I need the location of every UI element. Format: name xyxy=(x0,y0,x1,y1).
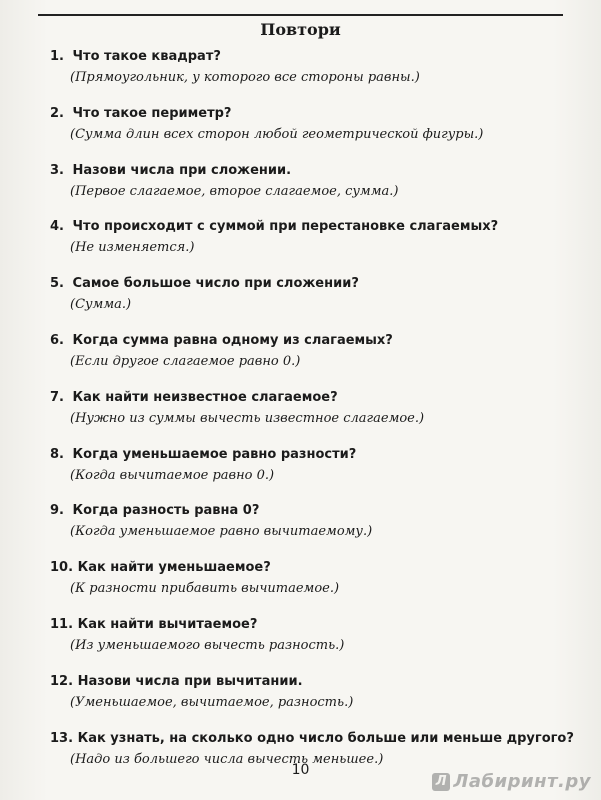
answer-text: (К разности прибавить вычитаемое.) xyxy=(70,581,340,597)
answer-text: (Прямоугольник, у которого все стороны равны.) xyxy=(70,70,420,85)
question xyxy=(50,616,570,634)
answer-text: (Нужно из суммы вычесть известное слагаемое.) xyxy=(70,410,425,426)
question-number: 5. xyxy=(50,276,64,292)
question-text: Что такое квадрат? xyxy=(72,49,221,64)
question xyxy=(50,218,570,236)
question-number: 3. xyxy=(50,162,64,178)
question-text: Как найти вычитаемое? xyxy=(77,616,258,632)
answer-text: (Не изменяется.) xyxy=(70,240,195,256)
question-text: Назови числа при вычитании. xyxy=(77,673,303,689)
question-text: Как найти уменьшаемое? xyxy=(77,560,271,576)
question-text: Самое большое число при сложении? xyxy=(72,276,359,292)
question-item xyxy=(50,105,570,162)
question xyxy=(50,162,570,180)
question xyxy=(50,730,574,748)
question-number: 11. xyxy=(50,616,74,632)
question-item xyxy=(50,502,570,559)
question-number: 12. xyxy=(50,673,74,689)
question-number: 7. xyxy=(50,389,64,405)
watermark-text: Лабиринт.ру xyxy=(453,771,591,792)
question-number: 4. xyxy=(50,219,64,235)
question-text: Что происходит с суммой при перестановке слагаемых? xyxy=(72,219,499,235)
question-item xyxy=(50,389,570,446)
question-text: Когда разность равна 0? xyxy=(72,503,260,519)
question xyxy=(50,446,570,464)
page-title: Повтори xyxy=(260,20,341,39)
question-number: 2. xyxy=(50,105,64,121)
question-number: 6. xyxy=(50,332,64,348)
question xyxy=(50,332,570,350)
question-item xyxy=(50,559,570,616)
question-number: 9. xyxy=(50,503,64,519)
question-text: Назови числа при сложении. xyxy=(72,162,292,178)
question-text: Как узнать, на сколько одно число больше или меньше другого? xyxy=(77,730,574,746)
question-number: 13. xyxy=(50,730,74,746)
answer-text: (Уменьшаемое, вычитаемое, разность.) xyxy=(70,694,354,710)
question xyxy=(50,673,570,691)
question-text: Как найти неизвестное слагаемое? xyxy=(72,389,338,405)
question-number: 1. xyxy=(50,49,64,64)
answer-text: (Из уменьшаемого вычесть разность.) xyxy=(70,637,345,653)
answer-text: (Первое слагаемое, второе слагаемое, сумма.) xyxy=(70,183,399,199)
question-item xyxy=(50,616,570,673)
question xyxy=(50,389,570,407)
answer-text: (Сумма длин всех сторон любой геометрической фигуры.) xyxy=(70,126,484,142)
watermark xyxy=(432,771,591,792)
question xyxy=(50,105,570,123)
watermark-logo-icon: Л xyxy=(432,773,450,791)
question-item xyxy=(50,446,570,503)
question-item xyxy=(50,162,570,219)
question xyxy=(50,48,570,66)
question-number: 10. xyxy=(50,560,74,576)
answer-text: (Надо из большего числа вычесть меньшее.) xyxy=(70,751,384,767)
answer-text: (Если другое слагаемое равно 0.) xyxy=(70,353,301,369)
page-number: 10 xyxy=(291,762,310,778)
question-text: Что такое периметр? xyxy=(72,105,232,121)
question-text: Когда уменьшаемое равно разности? xyxy=(72,446,357,462)
question-item xyxy=(50,673,570,730)
answer-text: (Когда уменьшаемое равно вычитаемому.) xyxy=(70,524,373,540)
question-item xyxy=(50,275,570,332)
question xyxy=(50,275,570,293)
question xyxy=(50,559,570,577)
question-item xyxy=(50,48,570,105)
question-item xyxy=(50,218,570,275)
question-number: 8. xyxy=(50,446,64,462)
answer-text: (Сумма.) xyxy=(70,297,132,313)
top-rule xyxy=(38,14,563,16)
question-list xyxy=(50,48,574,786)
question-item xyxy=(50,332,570,389)
question xyxy=(50,502,570,520)
question-text: Когда сумма равна одному из слагаемых? xyxy=(72,332,393,348)
answer-text: (Когда вычитаемое равно 0.) xyxy=(70,467,275,483)
